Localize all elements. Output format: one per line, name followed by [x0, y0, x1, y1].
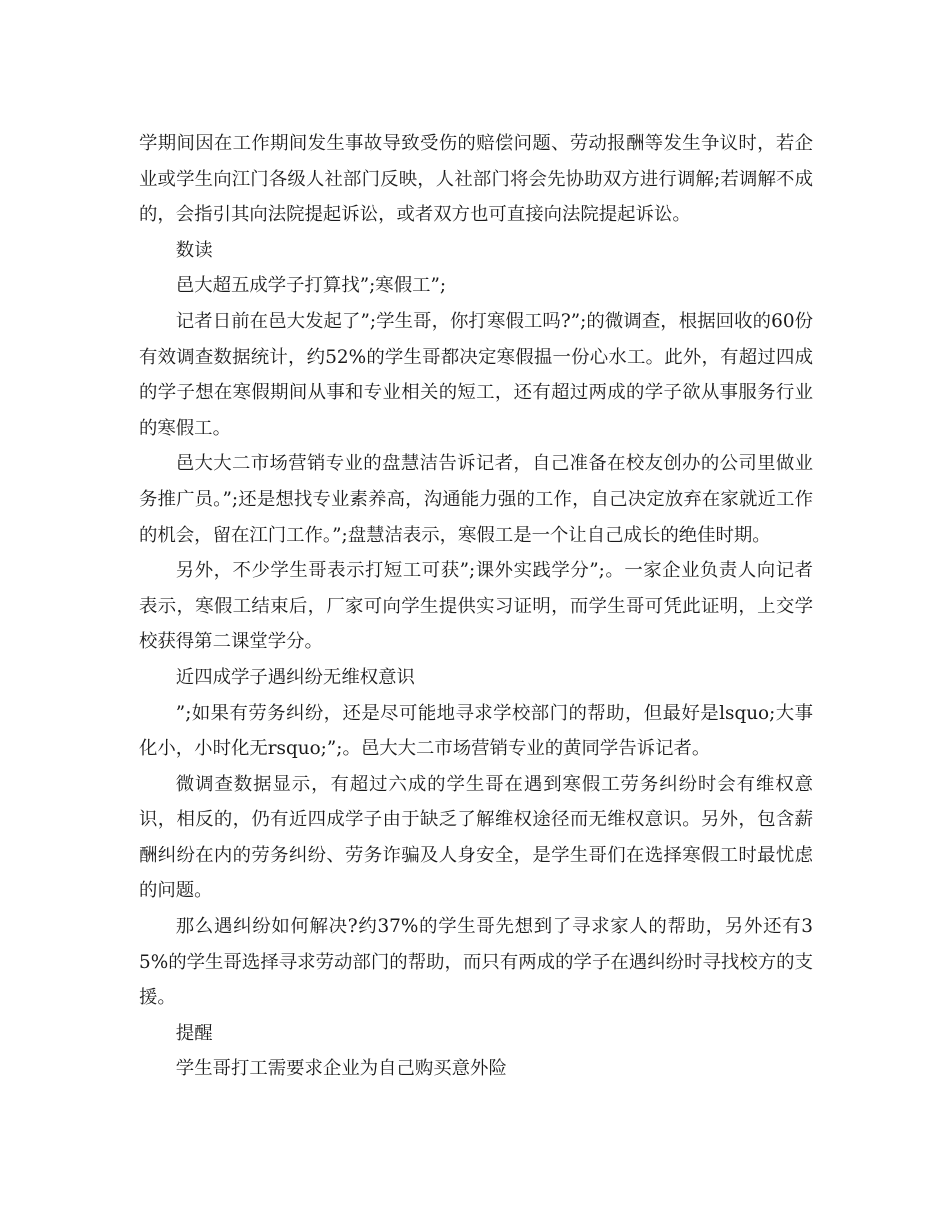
subheading-winter-job: 邑大超五成学子打算找”;寒假工”; — [175, 275, 447, 297]
paragraph-survey-data: 微调查数据显示，有超过六成的学生哥在遇到寒假工劳务纠纷时会有维权意识，相反的，仍有近四成学子由于缺乏了解维权途径而无维权意识。另外，包含薪酬纠纷在内的劳务纠纷、劳务诈骗及人身安全，是学生哥们在选择寒假工时最忧虑的问题。 — [139, 773, 813, 902]
paragraph-quote: ”;如果有劳务纠纷，还是尽可能地寻求学校部门的帮助，但最好是lsquo;大事化小，小时化无rsquo;”;。邑大大二市场营销专业的黄同学告诉记者。 — [139, 702, 813, 760]
paragraph-dispute-resolution: 那么遇纠纷如何解决?约37%的学生哥先想到了寻求家人的帮助，另外还有35%的学生哥选择寻求劳动部门的帮助，而只有两成的学子在遇纠纷时寻找校方的支援。 — [139, 916, 813, 1009]
paragraph-continuation: 学期间因在工作期间发生事故导致受伤的赔偿问题、劳动报酬等发生争议时，若企业或学生向江门各级人社部门反映，人社部门将会先协助双方进行调解;若调解不成的，会指引其向法院提起诉讼，或者双方也可直接向法院提起诉讼。 — [139, 133, 813, 226]
paragraph-practice-credit: 另外，不少学生哥表示打短工可获”;课外实践学分”;。一家企业负责人向记者表示，寒假工结束后，厂家可向学生提供实习证明，而学生哥可凭此证明，上交学校获得第二课堂学分。 — [139, 560, 813, 653]
paragraph-survey: 记者日前在邑大发起了”;学生哥，你打寒假工吗?”;的微调查，根据回收的60份有效调查数据统计，约52%的学生哥都决定寒假揾一份心水工。此外，有超过四成的学子想在寒假期间从事和专业相关的短工，还有超过两成的学子欲从事服务行业的寒假工。 — [139, 310, 813, 439]
document-body — [139, 126, 813, 1087]
subheading-insurance: 学生哥打工需要求企业为自己购买意外险 — [175, 1058, 507, 1080]
paragraph-student-interview: 邑大大二市场营销专业的盘慧洁告诉记者，自己准备在校友创办的公司里做业务推广员。”;还是想找专业素养高，沟通能力强的工作，自己决定放弃在家就近工作的机会，留在江门工作。”;盘慧洁表示，寒假工是一个让自己成长的绝佳时期。 — [139, 453, 813, 546]
section-heading-reminder: 提醒 — [175, 1022, 213, 1044]
section-heading-data: 数读 — [175, 239, 213, 261]
subheading-rights-awareness: 近四成学子遇纠纷无维权意识 — [175, 666, 415, 688]
